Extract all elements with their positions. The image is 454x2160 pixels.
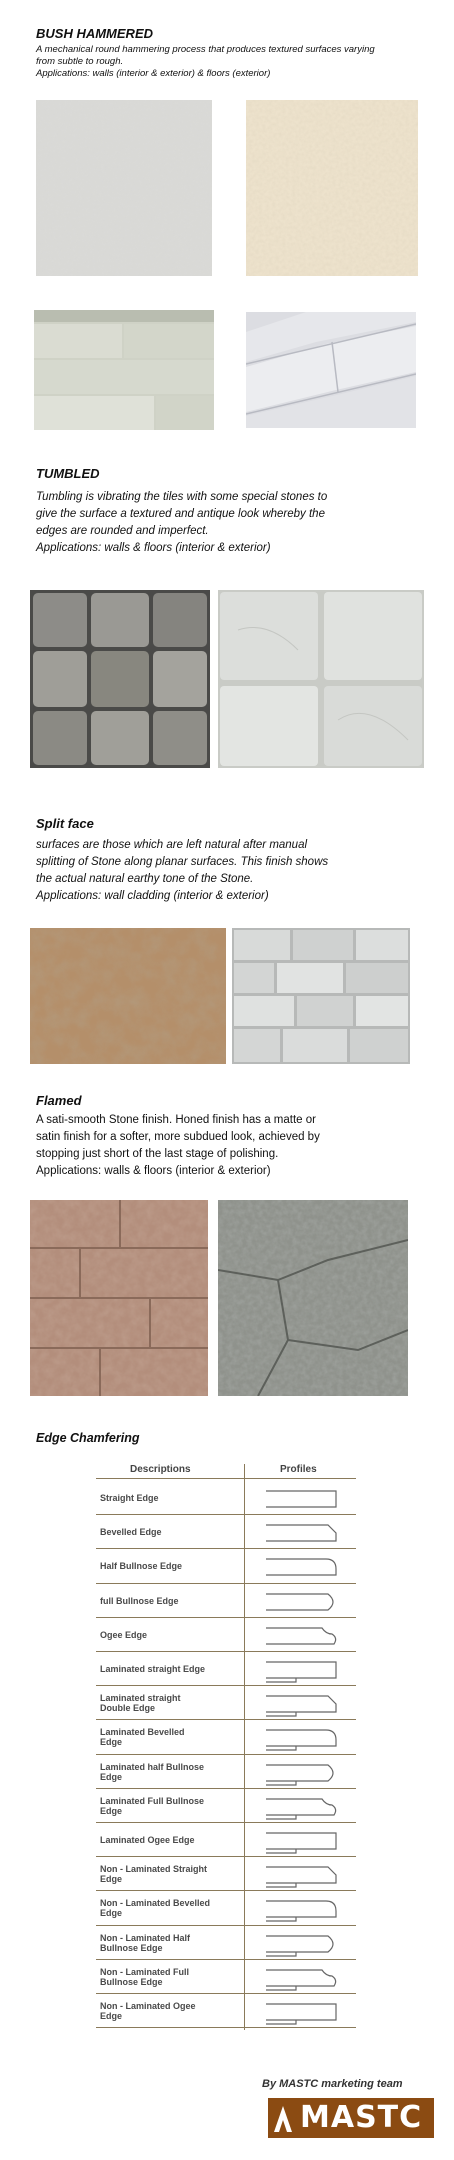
bush-hammered-photo-4 [246, 312, 416, 428]
edge-row-separator [96, 1959, 356, 1960]
edge-profile-icon [266, 1930, 346, 1958]
edge-row-label-line-1: Non - Laminated Straight [100, 1864, 208, 1875]
edge-row-label-line-1: Half Bullnose Edge [100, 1561, 183, 1572]
profiles-header: Profiles [280, 1464, 317, 1475]
edge-row-label [100, 1561, 182, 1571]
descriptions-header: Descriptions [130, 1464, 191, 1475]
edge-row [96, 1790, 356, 1824]
edge-row [96, 1995, 356, 2029]
edge-row-separator [96, 1788, 356, 1789]
edge-row-label-line-2: Edge [100, 1771, 123, 1782]
flamed-title: Flamed [36, 1093, 82, 1108]
edge-row-separator [96, 1822, 356, 1823]
edge-row-separator [96, 1754, 356, 1755]
bush-hammered-desc-3: Applications: walls (interior & exterior) & floors (exterior) [36, 68, 271, 79]
edge-profile-icon [266, 1964, 346, 1992]
edge-row [96, 1550, 356, 1584]
bush-hammered-desc-2: from subtle to rough. [36, 56, 124, 67]
edge-row-label-line-1: Non - Laminated Ogee [100, 2001, 196, 2011]
tumbled-photo-1 [30, 590, 210, 768]
tumbled-desc-2: give the surface a textured and antique look whereby the [36, 508, 325, 520]
edge-profile-icon [266, 1861, 346, 1889]
edge-profile-icon [266, 1622, 346, 1650]
edge-row [96, 1858, 356, 1892]
mastc-logo-text: MASTC [300, 2100, 423, 2135]
edge-row-label-line-1: Bevelled Edge [100, 1527, 162, 1538]
edge-row-separator [96, 1548, 356, 1549]
edge-profile-icon [266, 1588, 346, 1616]
edge-row-label-line-2: Edge [100, 2011, 123, 2021]
edge-row-separator [96, 1890, 356, 1891]
edge-row [96, 1619, 356, 1653]
edge-row [96, 1687, 356, 1721]
edge-row-label-line-2: Bullnose Edge [100, 1976, 163, 1987]
edge-row-label [100, 1762, 204, 1782]
edge-row-separator [96, 1583, 356, 1584]
tumbled-desc-4: Applications: walls & floors (interior & exterior) [36, 542, 271, 554]
edge-row [96, 1927, 356, 1961]
edge-profile-icon [266, 1553, 346, 1581]
edge-profile-icon [266, 1827, 346, 1855]
bush-hammered-title: BUSH HAMMERED [36, 26, 153, 41]
edge-row-label [100, 1864, 207, 1884]
edge-profile-table [96, 1464, 356, 2030]
edge-row-label [100, 1967, 189, 1987]
edge-row-label-line-1: Laminated Full Bullnose [100, 1795, 205, 1806]
edge-row [96, 1721, 356, 1755]
split-face-title: Split face [36, 816, 94, 831]
split-face-desc-4: Applications: wall cladding (interior & exterior) [36, 890, 269, 902]
edge-row [96, 1516, 356, 1550]
credit-text: By MASTC marketing team [262, 2078, 403, 2090]
edge-row-label-line-2: Bullnose Edge [100, 1942, 163, 1953]
bush-hammered-photo-3 [34, 310, 214, 430]
edge-row-label [100, 1898, 210, 1918]
edge-row [96, 1756, 356, 1790]
edge-row-separator [96, 1993, 356, 1994]
edge-row-label-line-1: full Bullnose Edge [100, 1595, 179, 1606]
edge-profile-icon [266, 1519, 346, 1547]
edge-row-label [100, 2001, 196, 2021]
edge-row [96, 1824, 356, 1858]
edge-row-label-line-2: Edge [100, 1874, 123, 1885]
edge-row-label-line-1: Laminated half Bullnose [100, 1761, 205, 1772]
edge-row-label-line-2: Edge [100, 1737, 123, 1748]
edge-profile-icon [266, 1485, 346, 1513]
edge-row-separator [96, 1514, 356, 1515]
edge-row-label [100, 1933, 190, 1953]
edge-profile-icon [266, 1724, 346, 1752]
edge-profile-icon [266, 1793, 346, 1821]
edge-row-label-line-1: Laminated straight Edge [100, 1664, 206, 1674]
edge-row-label-line-1: Straight Edge [100, 1493, 159, 1503]
edge-row-label [100, 1727, 185, 1747]
flamed-photo-1 [30, 1200, 208, 1396]
edge-profile-icon [266, 1759, 346, 1787]
tumbled-photo-2 [218, 590, 424, 768]
edge-row [96, 1585, 356, 1619]
split-face-photo-1 [30, 928, 226, 1064]
flamed-desc-1: A sati-smooth Stone finish. Honed finish has a matte or [36, 1114, 316, 1126]
edge-row-label [100, 1693, 181, 1713]
edge-row-label-line-2: Double Edge [100, 1703, 156, 1714]
edge-row-label-line-1: Non - Laminated Half [100, 1932, 191, 1943]
flamed-photo-2 [218, 1200, 408, 1396]
edge-row-separator [96, 1651, 356, 1652]
flamed-desc-2: satin finish for a softer, more subdued look, achieved by [36, 1131, 320, 1143]
edge-row-separator [96, 1856, 356, 1857]
edge-row-label [100, 1596, 179, 1606]
split-face-desc-3: the actual natural earthy tone of the Stone. [36, 873, 254, 885]
edge-row-label [100, 1835, 195, 1845]
split-face-photo-2 [232, 928, 410, 1064]
edge-row-label [100, 1527, 162, 1537]
edge-row-label-line-2: Edge [100, 1805, 123, 1816]
edge-row [96, 1482, 356, 1516]
tumbled-title: TUMBLED [36, 466, 100, 481]
edge-row-label-line-1: Ogee Edge [100, 1629, 148, 1640]
edge-chamfering-title: Edge Chamfering [36, 1431, 140, 1445]
edge-profile-icon [266, 1690, 346, 1718]
edge-profile-icon [266, 1895, 346, 1923]
edge-row-label-line-1: Laminated Ogee Edge [100, 1835, 195, 1845]
edge-row-label [100, 1796, 204, 1816]
edge-row-label-line-1: Laminated Bevelled [100, 1727, 185, 1738]
edge-row-separator [96, 2027, 356, 2028]
edge-row-separator [96, 1617, 356, 1618]
edge-row-label-line-1: Non - Laminated Full [100, 1966, 189, 1977]
edge-row-separator [96, 1685, 356, 1686]
edge-row-label-line-2: Edge [100, 1908, 123, 1919]
mastc-logo [268, 2098, 434, 2138]
edge-profile-icon [266, 1656, 346, 1684]
bush-hammered-photo-1 [36, 100, 212, 276]
header-underline [96, 1478, 356, 1479]
edge-row-label [100, 1664, 205, 1674]
edge-row [96, 1653, 356, 1687]
edge-row [96, 1892, 356, 1926]
flamed-desc-3: stopping just short of the last stage of polishing. [36, 1148, 279, 1160]
mastc-logo-mark [272, 2102, 294, 2134]
bush-hammered-desc-1: A mechanical round hammering process that produces textured surfaces varying [36, 44, 375, 55]
edge-row-separator [96, 1925, 356, 1926]
edge-row-label [100, 1630, 147, 1640]
tumbled-desc-3: edges are rounded and imperfect. [36, 525, 209, 537]
split-face-desc-2: splitting of Stone along planar surfaces. This finish shows [36, 856, 329, 868]
split-face-desc-1: surfaces are those which are left natural after manual [36, 839, 308, 851]
flamed-desc-4: Applications: walls & floors (interior & exterior) [36, 1165, 271, 1177]
edge-row-label [100, 1493, 159, 1503]
edge-row [96, 1961, 356, 1995]
edge-profile-icon [266, 1998, 346, 2026]
bush-hammered-photo-2 [246, 100, 418, 276]
edge-row-label-line-1: Non - Laminated Bevelled [100, 1898, 211, 1909]
edge-row-label-line-1: Laminated straight [100, 1693, 181, 1704]
tumbled-desc-1: Tumbling is vibrating the tiles with some special stones to [36, 491, 328, 503]
edge-row-separator [96, 1719, 356, 1720]
